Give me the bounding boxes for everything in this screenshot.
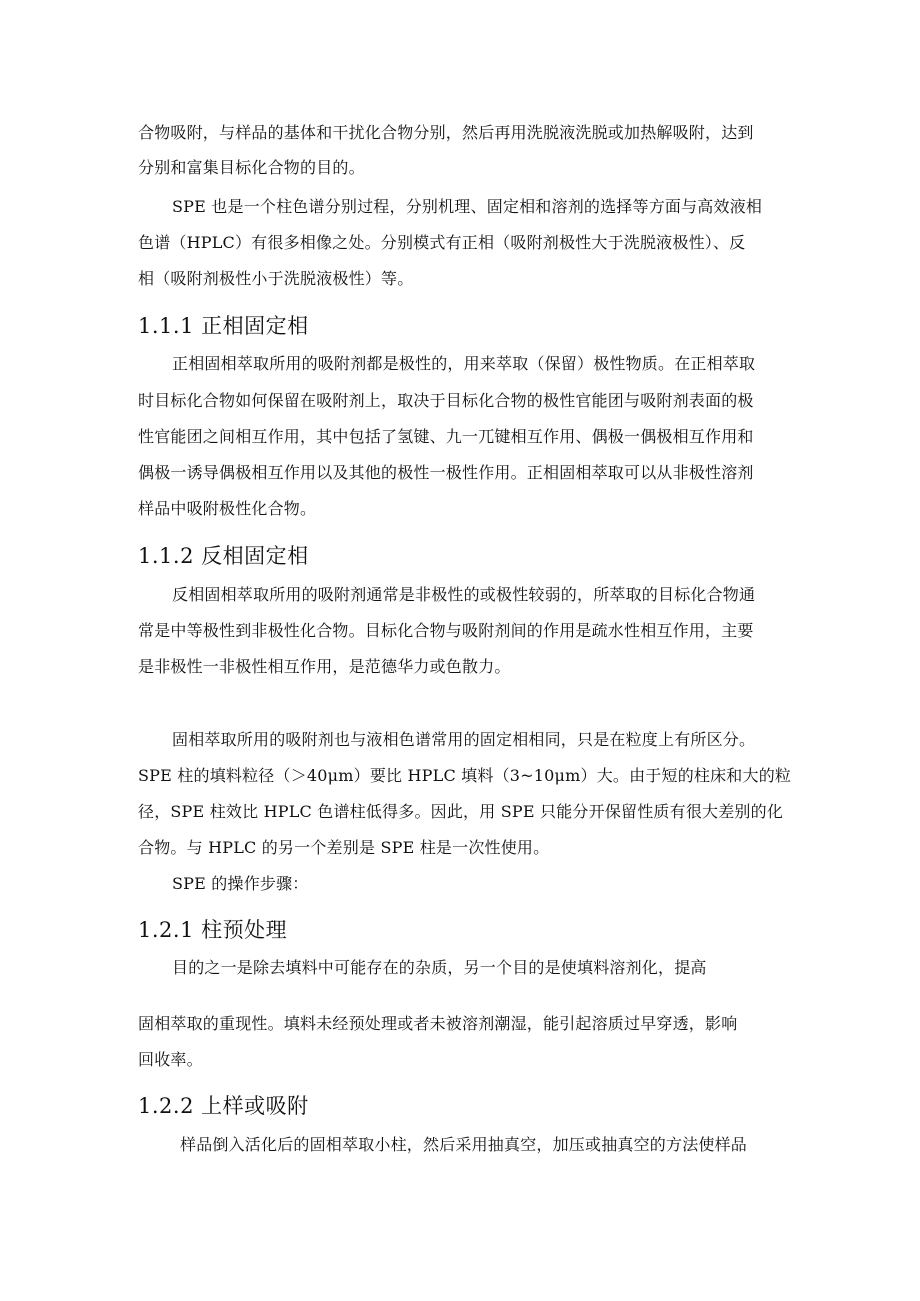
section-heading: 1.2.1 柱预处理 bbox=[138, 918, 288, 942]
paragraph-line: 样品倒入活化后的固相萃取小柱，然后采用抽真空，加压或抽真空的方法使样品 bbox=[180, 1135, 748, 1154]
paragraph-line: 反相固相萃取所用的吸附剂通常是非极性的或极性较弱的，所萃取的目标化合物通 bbox=[172, 585, 756, 604]
paragraph-line: 目的之一是除去填料中可能存在的杂质，另一个目的是使填料溶剂化，提高 bbox=[172, 958, 707, 977]
paragraph-line: 性官能团之间相互作用，其中包括了氢键、九一兀键相互作用、偶极一偶极相互作用和 bbox=[138, 427, 754, 446]
section-heading: 1.2.2 上样或吸附 bbox=[138, 1094, 309, 1118]
section-heading: 1.1.1 正相固定相 bbox=[138, 314, 309, 338]
paragraph-line: 时目标化合物如何保留在吸附剂上，取决于目标化合物的极性官能团与吸附剂表面的极 bbox=[138, 391, 754, 410]
paragraph-line: 回收率。 bbox=[138, 1050, 203, 1069]
paragraph-line: SPE 也是一个柱色谱分别过程，分别机理、固定相和溶剂的选择等方面与高效液相 bbox=[172, 197, 763, 216]
paragraph-line: 是非极性一非极性相互作用，是范德华力或色散力。 bbox=[138, 657, 511, 676]
paragraph-line: 色谱（HPLC）有很多相像之处。分别模式有正相（吸附剂极性大于洗脱液极性）、反 bbox=[138, 233, 746, 252]
section-heading: 1.1.2 反相固定相 bbox=[138, 544, 309, 568]
paragraph-line: 固相萃取所用的吸附剂也与液相色谱常用的固定相相同，只是在粒度上有所区分。 bbox=[172, 730, 756, 749]
paragraph-line: 常是中等极性到非极性化合物。目标化合物与吸附剂间的作用是疏水性相互作用，主要 bbox=[138, 621, 754, 640]
paragraph-line: 偶极一诱导偶极相互作用以及其他的极性一极性作用。正相固相萃取可以从非极性溶剂 bbox=[138, 463, 754, 482]
paragraph-line: 固相萃取的重现性。填料未经预处理或者未被溶剂潮湿，能引起溶质过早穿透，影响 bbox=[138, 1014, 738, 1033]
paragraph-line: SPE 的操作步骤： bbox=[172, 874, 309, 893]
paragraph-line: 分别和富集目标化合物的目的。 bbox=[138, 158, 365, 177]
paragraph-line: 样品中吸附极性化合物。 bbox=[138, 499, 317, 518]
paragraph-line: 相（吸附剂极性小于洗脱液极性）等。 bbox=[138, 269, 414, 288]
paragraph-line: 合物。与 HPLC 的另一个差别是 SPE 柱是一次性使用。 bbox=[138, 838, 550, 857]
paragraph-line: 合物吸附，与样品的基体和干扰化合物分别，然后再用洗脱液洗脱或加热解吸附，达到 bbox=[138, 123, 754, 142]
paragraph-line: 径，SPE 柱效比 HPLC 色谱柱低得多。因此，用 SPE 只能分开保留性质有很大差别的化 bbox=[138, 802, 784, 821]
paragraph-line: SPE 柱的填料粒径（＞40μm）要比 HPLC 填料（3~10μm）大。由于短的柱床和大的粒 bbox=[138, 766, 792, 785]
paragraph-line: 正相固相萃取所用的吸附剂都是极性的，用来萃取（保留）极性物质。在正相萃取 bbox=[172, 354, 756, 373]
